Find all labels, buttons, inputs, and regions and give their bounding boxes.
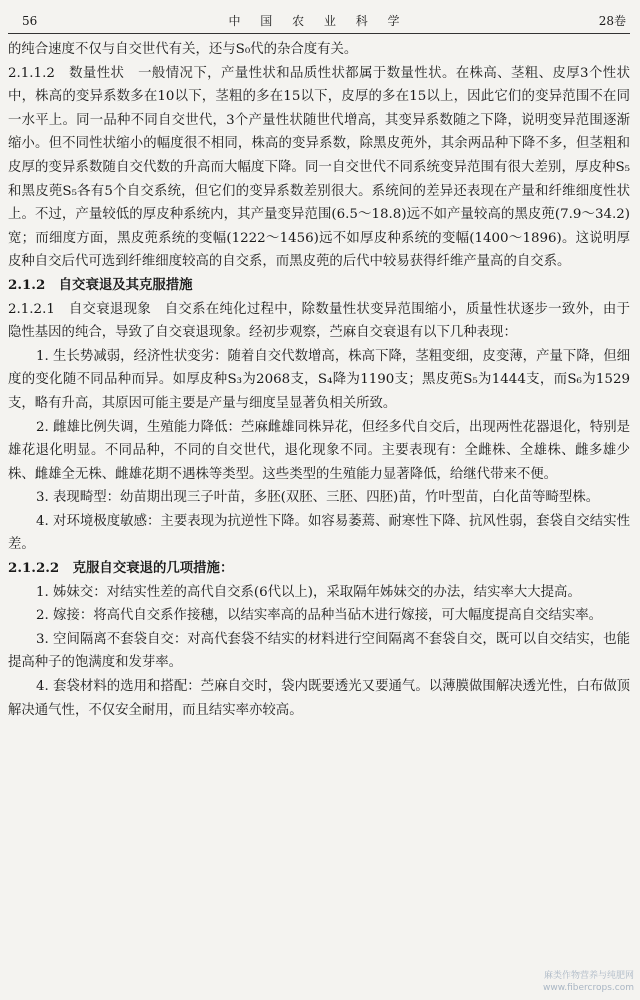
watermark-line-2: www.fibercrops.com: [543, 983, 634, 993]
list-item-2: 2. 雌雄比例失调，生殖能力降低：苎麻雌雄同株异花，但经多代自交后，出现两性花器退化，特别是雄花退化明显。不同品种，不同的自交世代，退化现象不同。主要表现有：全雌株、全雄株、雌多雄少株、雌雄全无株、雌雄花期不遇株等类型。这些类型的生殖能力显著降低，给继代带来不便。: [8, 419, 630, 482]
section-heading-2-1-2-2: 2.1.2.2 克服自交衰退的几项措施：: [8, 560, 234, 577]
measure-item-3: 3. 空间隔离不套袋自交：对高代套袋不结实的材料进行空间隔离不套袋自交，既可以自交结实，也能提高种子的饱满度和发芽率。: [8, 631, 630, 671]
list-item-3: 3. 表现畸型：幼苗期出现三子叶苗，多胚(双胚、三胚、四胚)苗，竹叶型苗，白化苗等畸型株。: [36, 490, 600, 506]
page-number: 56: [22, 14, 38, 28]
section-heading-2-1-2: 2.1.2 自交衰退及其克服措施: [8, 276, 193, 293]
list-item-4: 4. 对环境极度敏感：主要表现为抗逆性下降。如容易萎蔫、耐寒性下降、抗风性弱，套袋自交结实性差。: [8, 513, 630, 553]
measure-item-4: 4. 套袋材料的选用和搭配：苎麻自交时，袋内既要透光又要通气。以薄膜做围解决透光性，白布做顶解决通气性，不仅安全耐用，而且结实率亦较高。: [8, 679, 630, 718]
watermark-line-1: 麻类作物营养与纯肥网: [543, 971, 634, 981]
list-item-1: 1. 生长势减弱，经济性状变劣：随着自交代数增高，株高下降，茎粗变细，皮变薄，产量下降，但细度的变化随不同品种而异。如厚皮种S₃为2068支，S₄降为1190支；黑皮蔸S₅为1444支，而S₆为1529支，略有升高，其原因可能主要是产量与细度呈显著负相关所致。: [8, 348, 630, 411]
section-2-1-2-1: 2.1.2.1 自交衰退现象 自交系在纯化过程中，除数量性状变异范围缩小，质量性状逐步一致外，由于隐性基因的纯合，导致了自交衰退现象。经初步观察，苎麻自交衰退有以下几种表现：: [8, 301, 630, 341]
journal-title: 中 国 农 业 科 学: [228, 14, 408, 28]
measure-item-1: 1. 姊妹交：对结实性差的高代自交系(6代以上)，采取隔年姊妹交的办法，结实率大大提高。: [36, 584, 581, 600]
watermark: [543, 970, 634, 994]
page: [8, 10, 630, 722]
volume-label: 28卷: [598, 14, 626, 28]
measure-item-2: 2. 嫁接：将高代自交系作接穗，以结实率高的品种当砧木进行嫁接，可大幅度提高自交结实率。: [36, 608, 603, 624]
running-header: [8, 10, 630, 34]
paragraph-continuation: 的纯合速度不仅与自交世代有关，还与S₀代的杂合度有关。: [8, 42, 358, 57]
section-2-1-1-2: 2.1.1.2 数量性状 一般情况下，产量性状和品质性状都属于数量性状。在株高、茎粗、皮厚3个性状中，株高的变异系数多在10以下，茎粗的多在15以下，皮厚的多在15以上，因此它们的变异范围不在同一水平上。同一品种不同自交世代，3个产量性状随世代增高，其变异系数随之下降，说明变异范围逐渐缩小。但不同性状缩小的幅度很不相同，株高的变异系数，除黑皮蔸外，其余两品种下降不多，但茎粗和皮厚的变异系数随自交代数的升高而大幅度下降。同一自交世代不同系统变异范围有很大差别，厚皮种S₅和黑皮蔸S₅各有5个自交系统，但它们的变异系数差别很大。系统间的差异还表现在产量和纤维细度性状上。不过，产量较低的厚皮种系统内，其产量变异范围(6.5～18.8)远不如产量较高的黑皮蔸(7.9～34.2)宽；而细度方面，黑皮蔸系统的变幅(1222～1456)远不如厚皮种系统的变幅(1400～1896)。这说明厚皮种自交后代可选到纤维细度较高的自交系，而黑皮蔸的后代中较易获得纤维产量高的自交系。: [8, 65, 630, 270]
